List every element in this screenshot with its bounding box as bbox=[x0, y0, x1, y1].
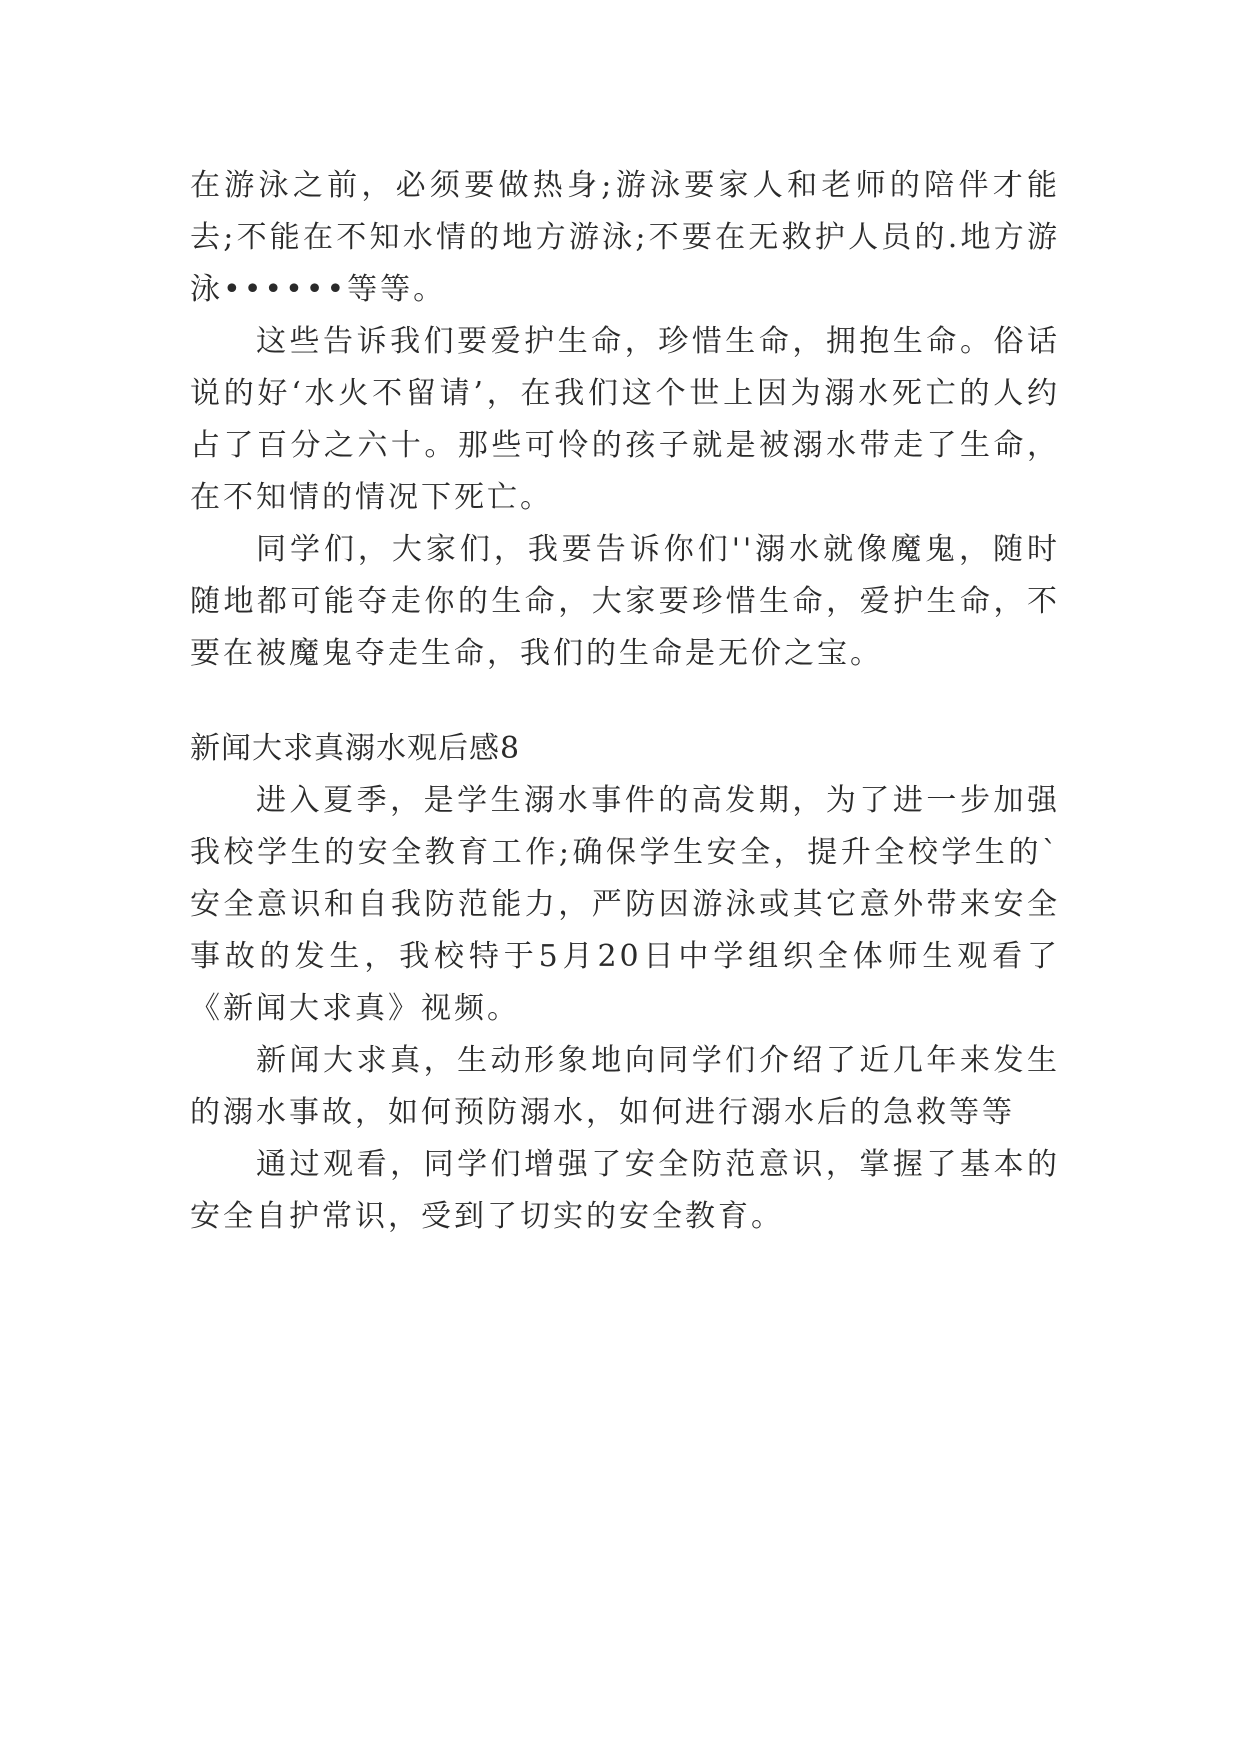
section-gap bbox=[190, 680, 1060, 723]
paragraph-conclusion: 通过观看，同学们增强了安全防范意识，掌握了基本的安全自护常识，受到了切实的安全教育。 bbox=[190, 1147, 1060, 1234]
paragraph-appeal-classmates: 同学们，大家们，我要告诉你们''溺水就像魔鬼，随时随地都可能夺走你的生命，大家要珍惜生命，爱护生命，不要在被魔鬼夺走生命，我们的生命是无价之宝。 bbox=[190, 532, 1060, 671]
paragraph-video-content: 新闻大求真，生动形象地向同学们介绍了近几年来发生的溺水事故，如何预防溺水，如何进行溺水后的急救等等 bbox=[190, 1043, 1060, 1130]
paragraph-cherish-life: 这些告诉我们要爱护生命，珍惜生命，拥抱生命。俗话说的好‘水火不留请’，在我们这个世上因为溺水死亡的人约占了百分之六十。那些可怜的孩子就是被溺水带走了生命，在不知情的情况下死亡。 bbox=[190, 324, 1060, 515]
paragraph-summer-safety: 进入夏季，是学生溺水事件的高发期，为了进一步加强我校学生的安全教育工作;确保学生安全，提升全校学生的`安全意识和自我防范能力，严防因游泳或其它意外带来安全事故的发生，我校特于5月20日中学组织全体师生观看了《新闻大求真》视频。 bbox=[190, 783, 1060, 1026]
section-heading: 新闻大求真溺水观后感8 bbox=[190, 731, 521, 766]
paragraph-warmup-rules: 在游泳之前，必须要做热身;游泳要家人和老师的陪伴才能去;不能在不知水情的地方游泳;不要在无救护人员的.地方游泳••••••等等。 bbox=[190, 168, 1060, 307]
document-page bbox=[190, 160, 1060, 1243]
